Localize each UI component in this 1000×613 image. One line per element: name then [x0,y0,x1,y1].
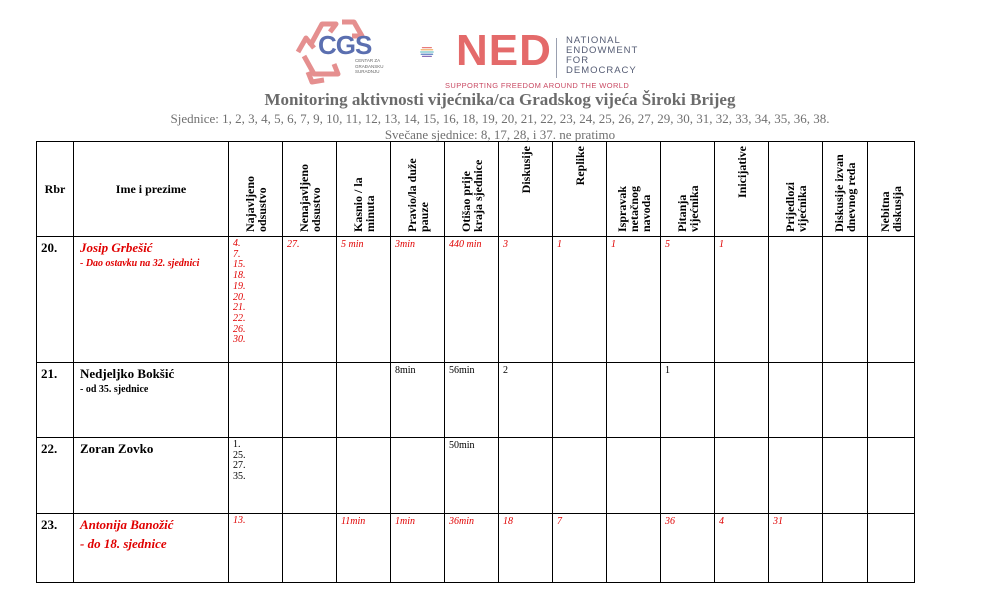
member-cell [74,514,229,583]
late-cell [337,438,391,514]
questions-cell [661,438,715,514]
late-cell: 11min [337,514,391,583]
header-col-label: Diskusije izvan dnevnog reda [832,154,858,232]
list-item: 7. [233,248,241,260]
proposals-cell [769,363,823,438]
pauses-cell [391,438,445,514]
proposals-cell [769,438,823,514]
row-number: 20. [37,237,74,363]
member-name: Zoran Zovko [80,441,154,456]
ned-full-line: DEMOCRACY [566,65,637,76]
row-number: 22. [37,438,74,514]
ned-full-name [566,36,638,76]
ned-tagline: SUPPORTING FREEDOM AROUND THE WORLD [445,81,630,90]
header-col [823,142,868,237]
header-col [769,142,823,237]
list-item: 26. [233,323,246,335]
questions-cell: 5 [661,237,715,363]
ceremonial-sessions-note: Svečane sjednice: 8, 17, 28, i 37. ne pratimo [384,127,616,142]
initiatives-cell [715,363,769,438]
member-name: Antonija Banožić [80,517,174,532]
header-col-label: Replike [572,146,587,186]
list-item: 4. [233,238,241,249]
row-number: 21. [37,363,74,438]
left-early-cell: 440 min [445,237,499,363]
list-item: 27. [233,460,246,472]
pauses-cell: 3min [391,237,445,363]
header-col [445,142,499,237]
list-item: 13. [233,515,246,526]
ned-full-line: NATIONAL [566,35,621,46]
list-item: 22. [233,312,246,324]
questions-cell: 1 [661,363,715,438]
header-col [499,142,553,237]
header-col-label: Pitanja vijećnika [674,185,701,232]
announced-absence-cell [229,438,283,514]
member-cell [74,237,229,363]
header-name: Ime i prezime [74,142,229,237]
header-col-label: Kasnio / la minuta [350,177,377,232]
header-col-label: Prijedlozi vijećnika [782,182,809,232]
header-col [715,142,769,237]
irrelevant-cell [868,363,915,438]
header-col-label: Ispravak netačnog navoda [614,185,653,232]
list-item: 21. [233,302,246,314]
corrections-cell [607,438,661,514]
proposals-cell: 31 [769,514,823,583]
announced-absence-cell [229,363,283,438]
off-agenda-cell [823,363,868,438]
table-row [37,363,915,438]
list-item: 18. [233,270,246,282]
header-col-label: Inicijative [734,146,749,198]
document-title: Monitoring aktivnosti vijećnika/ca Gradskog vijeća Široki Brijeg [264,90,736,109]
header-col [229,142,283,237]
ned-full-line: ENDOWMENT [566,45,639,56]
replies-cell [553,438,607,514]
unannounced-absence-cell: 27. [283,237,337,363]
ned-divider [556,38,557,78]
table-row [37,237,915,363]
header-col-label: Diskusije [518,146,533,194]
questions-cell: 36 [661,514,715,583]
left-early-cell: 50min [445,438,499,514]
off-agenda-cell [823,237,868,363]
corrections-cell: 1 [607,237,661,363]
header-col [868,142,915,237]
header-rbr: Rbr [37,142,74,237]
sessions-list: Sjednice: 1, 2, 3, 4, 5, 6, 7, 9, 10, 11, 12, 13, 14, 15, 16, 18, 19, 20, 21, 22, 23, 24, 25, 26, 27, 29, 30, 31, 32, 33, 34, 35, 36, 38. [170,111,830,126]
discussions-cell: 2 [499,363,553,438]
header-col [283,142,337,237]
proposals-cell [769,237,823,363]
announced-absence-list [233,239,282,346]
header-col-label: Pravio/la duže pauze [404,158,431,232]
discussions-cell: 3 [499,237,553,363]
list-item: 20. [233,291,246,303]
header-col [391,142,445,237]
header-col [661,142,715,237]
left-early-cell: 56min [445,363,499,438]
list-item: 30. [233,334,246,346]
irrelevant-cell [868,237,915,363]
table-row [37,514,915,583]
off-agenda-cell [823,438,868,514]
pauses-cell: 1min [391,514,445,583]
unannounced-absence-cell [283,438,337,514]
list-item: 1. [233,439,241,450]
initiatives-cell [715,438,769,514]
announced-absence-cell [229,514,283,583]
announced-absence-cell [229,237,283,363]
logos-header [0,8,1000,92]
announced-absence-list [233,516,282,527]
initiatives-cell: 1 [715,237,769,363]
header-col-label: Nenajavljeno odsustvo [296,164,323,232]
discussions-cell [499,438,553,514]
ned-full-line: FOR [566,55,590,66]
member-name: Nedjeljko Bokšić [80,366,175,381]
off-agenda-cell [823,514,868,583]
irrelevant-cell [868,514,915,583]
member-note: - do 18. sjednice [80,536,167,551]
monitoring-table [36,141,915,583]
header-col [337,142,391,237]
replies-cell: 7 [553,514,607,583]
member-cell [74,438,229,514]
discussions-cell: 18 [499,514,553,583]
replies-cell: 1 [553,237,607,363]
member-note: - od 35. sjednice [80,384,149,395]
left-early-cell: 36min [445,514,499,583]
row-number: 23. [37,514,74,583]
pauses-cell: 8min [391,363,445,438]
late-cell [337,363,391,438]
header-col [607,142,661,237]
list-item: 15. [233,259,246,271]
ned-logo-text: NED [456,26,552,75]
initiatives-cell: 4 [715,514,769,583]
list-item: 19. [233,280,246,292]
corrections-cell [607,514,661,583]
member-name: Josip Grbešić [80,240,153,255]
table-row [37,438,915,514]
table-header-row [37,142,915,237]
cgs-logo-subtitle: CENTAR ZA GRAĐANSKU SURADNJU [355,58,384,74]
list-item: 35. [233,471,246,483]
header-col [553,142,607,237]
irrelevant-cell [868,438,915,514]
member-note: - Dao ostavku na 32. sjednici [80,258,200,269]
unannounced-absence-cell [283,514,337,583]
corrections-cell [607,363,661,438]
late-cell: 5 min [337,237,391,363]
replies-cell [553,363,607,438]
header-col-label: Najavljeno odsustvo [242,176,269,232]
header-col-label: Otišao prije kraja sjednice [458,159,485,232]
member-cell [74,363,229,438]
header-col-label: Nebitna diskusija [878,185,904,232]
announced-absence-list [233,440,282,483]
list-item: 25. [233,449,246,461]
cgs-logo-text: CGS [318,30,372,60]
unannounced-absence-cell [283,363,337,438]
